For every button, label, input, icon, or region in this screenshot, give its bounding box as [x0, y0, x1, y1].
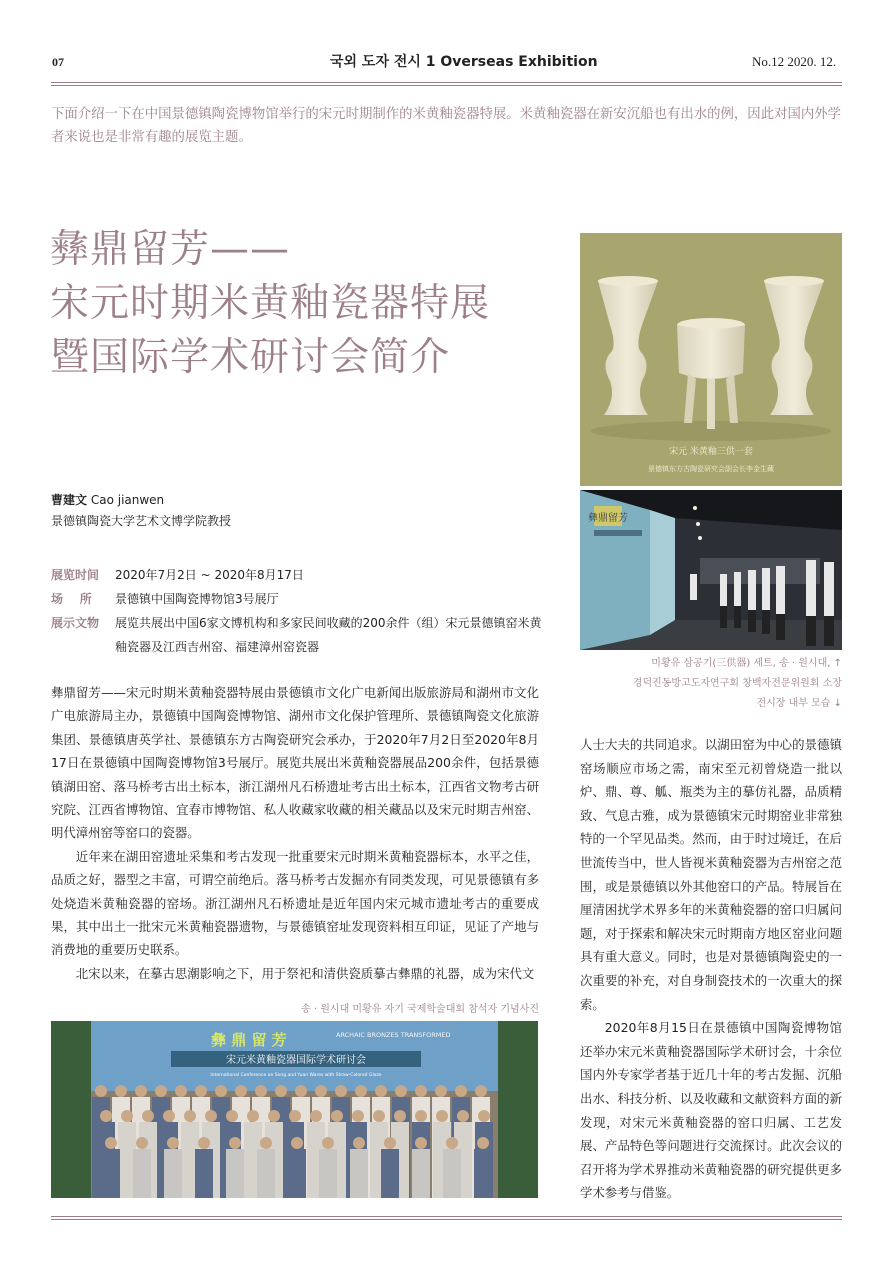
info-key: 展览时间	[51, 568, 100, 582]
person-body	[102, 1149, 120, 1198]
person-head	[95, 1085, 107, 1097]
paragraph: 北宋以来，在摹古思潮影响之下，用于祭祀和清供瓷质摹古彝鼎的礼器，成为宋代文	[75, 965, 535, 981]
person-head	[477, 1137, 489, 1149]
person-head	[198, 1137, 210, 1149]
person-head	[289, 1110, 301, 1122]
bottom-divider	[51, 1216, 842, 1220]
person-body	[288, 1149, 306, 1198]
person-head	[195, 1085, 207, 1097]
paragraph: 近年来在湖田窑遗址采集和考古发现一批重要宋元时期米黄釉瓷器标本，水平之佳，品质之好，器型之丰富，可谓空前绝后。落马桥考古发掘亦有同类发现，可见景德镇有多处烧造米黄釉瓷器的窑场。浙江湖州凡石桥遗址是近年国内宋元城市遗址考古的重要成果，其中出土一批宋元米黄釉瓷器遗物，与景德镇窑址发现资料相互印证，见证了产地与消费地的重要历史联系。	[51, 848, 539, 958]
person-head	[275, 1085, 287, 1097]
exhibit-sign-text: 彝鼎留芳	[588, 513, 628, 524]
exhibition-hall-photo	[580, 490, 842, 650]
caption-line: 전시장 내부 모습 ↓	[756, 698, 842, 709]
banner-subtitle-en: International Conference on Song and Yuan Wares with Straw-Colored Glaze	[210, 1073, 382, 1078]
paragraph: 2020年8月15日在景德镇中国陶瓷博物馆还举办宋元米黄釉瓷器国际学术研讨会，十余位国内外专家学者基于近几十年的考古发掘、沉船出水、科技分析、以及收藏和文献资料方面的新发现，对宋元米黄釉瓷器的窑口归属、工艺发展、产品特色等问题进行交流探讨。此次会议的召开将为学术界推动米黄釉瓷器的研究提供更多学术参考与借鉴。	[580, 1020, 842, 1201]
info-value: 景德镇中国陶瓷博物馆3号展厅	[115, 592, 279, 606]
info-row	[51, 611, 551, 659]
title-line-3: 暨国际学术研讨会简介	[50, 335, 451, 380]
person-body	[226, 1149, 244, 1198]
person-head	[335, 1085, 347, 1097]
title-line-1: 彝鼎留芳——	[50, 227, 291, 272]
altar-set-photo	[580, 233, 842, 486]
title-line-2: 宋元时期米黄釉瓷器特展	[50, 281, 491, 326]
group-photo-caption: 송 · 원시대 미황유 자기 국제학술대회 참석자 기념사진	[301, 1004, 539, 1015]
info-value: 展览共展出中国6家文博机构和多家民间收藏的200余件（组）宋元景德镇窑米黄釉瓷器及江西吉州窑、福建漳州窑瓷器	[115, 616, 542, 654]
banner-title-zh: 彝 鼎 留 芳	[211, 1031, 287, 1049]
page-number: 07	[52, 55, 64, 69]
person-head	[226, 1110, 238, 1122]
person-body	[381, 1149, 399, 1198]
person-head	[260, 1137, 272, 1149]
person-head	[352, 1110, 364, 1122]
person-body	[133, 1149, 151, 1198]
person-head	[121, 1110, 133, 1122]
body-left-column	[51, 681, 539, 985]
person-head	[310, 1110, 322, 1122]
person-head	[205, 1110, 217, 1122]
author-name-zh: 曹建文	[51, 493, 88, 507]
paragraph: 彝鼎留芳——宋元时期米黄釉瓷器特展由景德镇市文化广电新闻出版旅游局和湖州市文化广电旅游局主办，景德镇中国陶瓷博物馆、湖州市文化保护管理所、景德镇陶瓷文化旅游集团、景德镇唐英学社、景德镇东方古陶瓷研究会承办，于2020年7月2日至2020年8月17日在景德镇中国陶瓷博物馆3号展厅。展览共展出米黄釉瓷器展品200余件，包括景德镇湖田窑、落马桥考古出土标本，浙江湖州凡石桥遗址考古出土标本，江西省文物考古研究院、江西省博物馆、宜春市博物馆、私人收藏家收藏的相关藏品以及宋元时期吉州窑、明代漳州窑等窑口的瓷器。	[51, 685, 539, 841]
person-head	[229, 1137, 241, 1149]
person-head	[373, 1110, 385, 1122]
author-block	[51, 490, 231, 532]
person-head	[436, 1110, 448, 1122]
person-body	[164, 1149, 182, 1198]
info-key: 展示文物	[51, 616, 100, 630]
person-head	[435, 1085, 447, 1097]
altar-set-illustration	[580, 233, 842, 486]
intro-text: 下面介绍一下在中国景德镇陶瓷博物馆举行的宋元时期制作的米黄釉瓷器特展。米黄釉瓷器在新安沉船也有出水的例，因此对国内外学者来说也是非常有趣的展览主题。	[51, 107, 842, 145]
person-head	[478, 1110, 490, 1122]
person-head	[167, 1137, 179, 1149]
issue-number: No.12 2020. 12.	[752, 54, 837, 69]
image-caption-line-2: 景德镇东方古陶瓷研究会副会长李金生藏	[648, 465, 774, 473]
person-head	[355, 1085, 367, 1097]
person-head	[175, 1085, 187, 1097]
person-head	[455, 1085, 467, 1097]
person-head	[415, 1137, 427, 1149]
person-head	[142, 1110, 154, 1122]
photo-captions-right	[580, 654, 842, 714]
person-head	[415, 1110, 427, 1122]
caption-line: 미황유 삼공기(三供器) 세트, 송 · 원시대, ↑	[651, 658, 842, 669]
person-head	[384, 1137, 396, 1149]
person-body	[195, 1149, 213, 1198]
person-head	[135, 1085, 147, 1097]
person-head	[315, 1085, 327, 1097]
info-key: 场 所	[51, 592, 92, 606]
person-head	[215, 1085, 227, 1097]
group-photo-illustration	[51, 1021, 538, 1198]
person-body	[350, 1149, 368, 1198]
person-body	[412, 1149, 430, 1198]
person-head	[322, 1137, 334, 1149]
section-title: 국외 도자 전시 1 Overseas Exhibition	[330, 54, 598, 70]
person-body	[474, 1149, 492, 1198]
person-head	[163, 1110, 175, 1122]
person-head	[394, 1110, 406, 1122]
caption-line: 경덕진동방고도자연구회 창백자전문위원회 소장	[632, 678, 842, 689]
exhibition-info	[51, 563, 551, 659]
author-affiliation: 景德镇陶瓷大学艺术文博学院教授	[51, 514, 232, 528]
person-head	[268, 1110, 280, 1122]
banner-subtitle: 宋元米黄釉瓷器国际学术研讨会	[226, 1055, 366, 1066]
article-title	[50, 223, 570, 385]
person-body	[257, 1149, 275, 1198]
person-head	[184, 1110, 196, 1122]
info-value: 2020年7月2日 ~ 2020年8月17日	[115, 568, 304, 582]
person-head	[295, 1085, 307, 1097]
person-head	[105, 1137, 117, 1149]
person-head	[100, 1110, 112, 1122]
person-head	[136, 1137, 148, 1149]
person-body	[319, 1149, 337, 1198]
person-head	[353, 1137, 365, 1149]
person-head	[457, 1110, 469, 1122]
banner-title-en: ARCHAIC BRONZES TRANSFORMED	[336, 1031, 451, 1039]
person-body	[443, 1149, 461, 1198]
person-head	[247, 1110, 259, 1122]
author-name-en: Cao jianwen	[90, 493, 165, 507]
exhibition-hall-illustration	[580, 490, 842, 650]
image-caption-line-1: 宋元 米黄釉三供一套	[669, 447, 753, 457]
person-head	[446, 1137, 458, 1149]
person-head	[235, 1085, 247, 1097]
person-head	[395, 1085, 407, 1097]
body-right-column	[580, 733, 842, 1205]
person-head	[475, 1085, 487, 1097]
person-head	[115, 1085, 127, 1097]
person-head	[291, 1137, 303, 1149]
person-head	[375, 1085, 387, 1097]
person-head	[331, 1110, 343, 1122]
person-head	[415, 1085, 427, 1097]
conference-group-photo	[51, 1021, 538, 1198]
top-divider	[51, 82, 842, 86]
info-row	[51, 587, 551, 611]
person-head	[255, 1085, 267, 1097]
person-head	[155, 1085, 167, 1097]
paragraph: 人士大夫的共同追求。以湖田窑为中心的景德镇窑场顺应市场之需，南宋至元初曾烧造一批以炉、鼎、尊、觚、瓶类为主的摹仿礼器，品质精致、气息古雅，成为景德镇宋元时期窑业非常独特的一个罕见品类。然而，由于时过境迁，在后世流传当中，世人皆视米黄釉瓷器为吉州窑之范围，或是景德镇以外其他窑口的产品。特展旨在厘清困扰学术界多年的米黄釉瓷器的窑口归属问题，对于探索和解决宋元时期南方地区窑业问题具有重大意义。同时，也是对景德镇陶瓷史的一次重要的补充，对自身制瓷技术的一次重大的探索。	[580, 737, 842, 1012]
info-row	[51, 563, 551, 587]
